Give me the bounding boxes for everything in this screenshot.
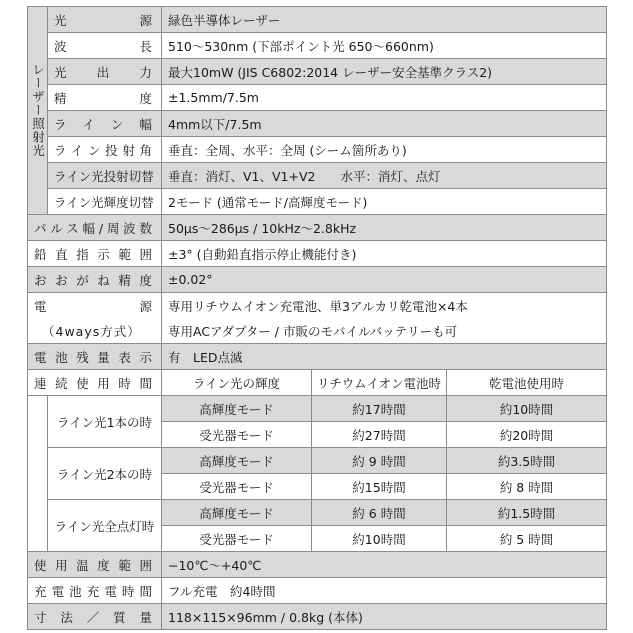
spec-row-dimensions bbox=[28, 604, 607, 630]
spec-label: おおがね精度 bbox=[28, 267, 162, 293]
spec-value: 118×115×96mm / 0.8kg (本体) bbox=[162, 604, 607, 630]
spec-label: ライン幅 bbox=[48, 111, 162, 137]
usage-mode: 高輝度モード bbox=[162, 448, 312, 474]
spec-value: 2モード (通常モード/高輝度モード) bbox=[162, 189, 607, 215]
laser-group-label: レーザー照射光 bbox=[28, 7, 48, 215]
spec-row-projection-angle bbox=[28, 137, 607, 163]
spec-label: 光 源 bbox=[48, 7, 162, 33]
spec-label: ライン光投射切替 bbox=[48, 163, 162, 189]
spec-value: −10℃～+40℃ bbox=[162, 552, 607, 578]
spec-label: ライン投射角 bbox=[48, 137, 162, 163]
spec-value: 専用ACアダプター / 市販のモバイルバッテリーも可 bbox=[162, 318, 607, 344]
spec-value: 専用リチウムイオン充電池、単3アルカリ乾電池×4本 bbox=[162, 293, 607, 319]
usage-li-time: 約27時間 bbox=[312, 422, 447, 448]
spec-value: 有 LED点滅 bbox=[162, 344, 607, 370]
usage-header-row bbox=[28, 370, 607, 396]
spec-row-accuracy bbox=[28, 85, 607, 111]
spec-value: ±1.5mm/7.5m bbox=[162, 85, 607, 111]
usage-li-time: 約15時間 bbox=[312, 474, 447, 500]
usage-row bbox=[28, 396, 607, 422]
usage-dry-time: 約1.5時間 bbox=[447, 500, 607, 526]
usage-li-time: 約17時間 bbox=[312, 396, 447, 422]
usage-dry-time: 約 8 時間 bbox=[447, 474, 607, 500]
usage-group-name: ライン光1本の時 bbox=[48, 396, 162, 448]
usage-label: 連続使用時間 bbox=[28, 370, 162, 396]
spec-value: 垂直：消灯、V1、V1+V2 水平：消灯、点灯 bbox=[162, 163, 607, 189]
usage-header: ライン光の輝度 bbox=[162, 370, 312, 396]
spec-label: 精 度 bbox=[48, 85, 162, 111]
spec-row-square-accuracy bbox=[28, 267, 607, 293]
spec-row-battery-indicator bbox=[28, 344, 607, 370]
usage-li-time: 約 6 時間 bbox=[312, 500, 447, 526]
spec-row-wavelength bbox=[28, 33, 607, 59]
usage-mode: 高輝度モード bbox=[162, 500, 312, 526]
usage-group-name: ライン光2本の時 bbox=[48, 448, 162, 500]
spec-value: 50μs～286μs / 10kHz～2.8kHz bbox=[162, 215, 607, 241]
spec-row-pulse bbox=[28, 215, 607, 241]
spec-row-projection-switch bbox=[28, 163, 607, 189]
spec-value: 510～530nm (下部ポイント光 650～660nm) bbox=[162, 33, 607, 59]
usage-row bbox=[28, 448, 607, 474]
usage-dry-time: 約3.5時間 bbox=[447, 448, 607, 474]
spec-row-power-2 bbox=[28, 318, 607, 344]
spec-row-vertical-range bbox=[28, 241, 607, 267]
spec-value: ±0.02° bbox=[162, 267, 607, 293]
spec-row-power-1 bbox=[28, 293, 607, 319]
spec-label: （4ways方式） bbox=[28, 318, 162, 344]
spec-value: 緑色半導体レーザー bbox=[162, 7, 607, 33]
spec-value: フル充電 約4時間 bbox=[162, 578, 607, 604]
usage-header: リチウムイオン電池時 bbox=[312, 370, 447, 396]
spec-label: 使用温度範囲 bbox=[28, 552, 162, 578]
spec-label: パルス幅/周波数 bbox=[28, 215, 162, 241]
spec-label: 波 長 bbox=[48, 33, 162, 59]
usage-li-time: 約10時間 bbox=[312, 526, 447, 552]
spec-value: 最大10mW (JIS C6802:2014 レーザー安全基準クラス2) bbox=[162, 59, 607, 85]
spec-row-light-source bbox=[28, 7, 607, 33]
usage-header: 乾電池使用時 bbox=[447, 370, 607, 396]
spec-row-line-width bbox=[28, 111, 607, 137]
spec-label: 電 源 bbox=[28, 293, 162, 319]
usage-mode: 受光器モード bbox=[162, 526, 312, 552]
usage-li-time: 約 9 時間 bbox=[312, 448, 447, 474]
spec-value: 垂直：全周、水平：全周 (シーム箇所あり) bbox=[162, 137, 607, 163]
spec-row-brightness-switch bbox=[28, 189, 607, 215]
spec-label: 充電池充電時間 bbox=[28, 578, 162, 604]
usage-dry-time: 約10時間 bbox=[447, 396, 607, 422]
spec-row-charge-time bbox=[28, 578, 607, 604]
spec-value: 4mm以下/7.5m bbox=[162, 111, 607, 137]
usage-indent bbox=[28, 396, 48, 552]
spec-value: ±3° (自動鉛直指示停止機能付き) bbox=[162, 241, 607, 267]
spec-row-output bbox=[28, 59, 607, 85]
spec-label: 光 出 力 bbox=[48, 59, 162, 85]
usage-mode: 高輝度モード bbox=[162, 396, 312, 422]
usage-dry-time: 約 5 時間 bbox=[447, 526, 607, 552]
usage-mode: 受光器モード bbox=[162, 474, 312, 500]
usage-row bbox=[28, 500, 607, 526]
spec-row-temperature bbox=[28, 552, 607, 578]
usage-dry-time: 約20時間 bbox=[447, 422, 607, 448]
usage-group-name: ライン光全点灯時 bbox=[48, 500, 162, 552]
spec-table bbox=[27, 6, 607, 630]
spec-label: 寸法／質量 bbox=[28, 604, 162, 630]
usage-mode: 受光器モード bbox=[162, 422, 312, 448]
spec-label: 鉛直指示範囲 bbox=[28, 241, 162, 267]
spec-label: 電池残量表示 bbox=[28, 344, 162, 370]
spec-label: ライン光輝度切替 bbox=[48, 189, 162, 215]
